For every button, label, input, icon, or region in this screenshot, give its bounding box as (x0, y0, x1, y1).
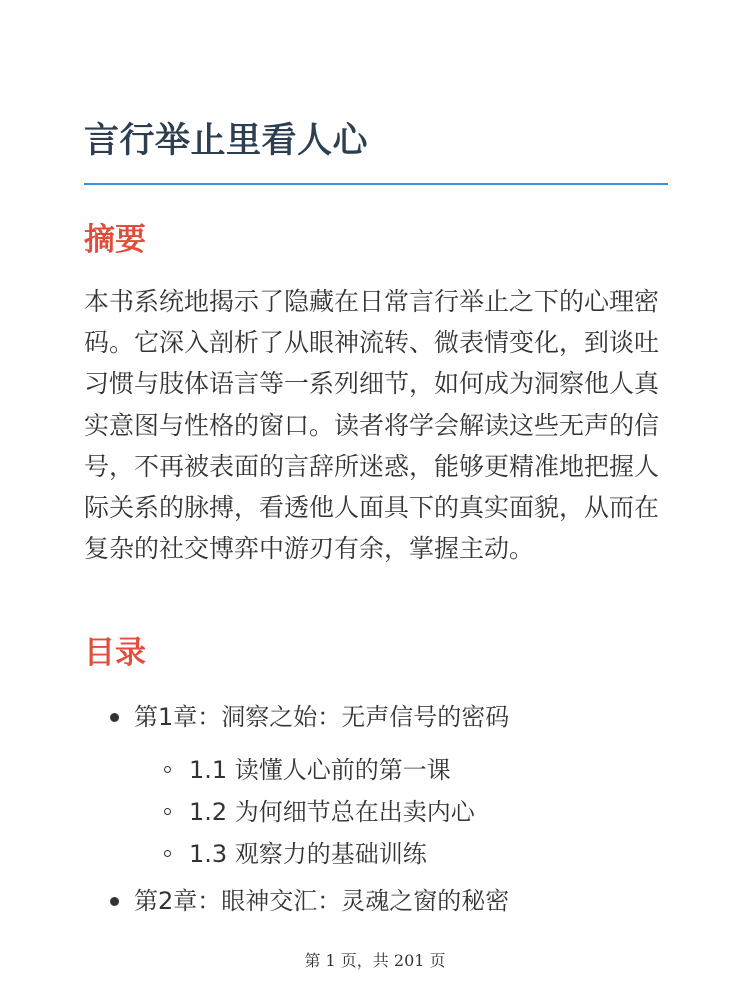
abstract-paragraph: 本书系统地揭示了隐藏在日常言行举止之下的心理密码。它深入剖析了从眼神流转、微表情变化，到谈吐习惯与肢体语言等一系列细节，如何成为洞察他人真实意图与性格的窗口。读者将学会解读这些无声的信号，不再被表面的言辞所迷惑，能够更精准地把握人际关系的脉搏，看透他人面具下的真实面貌，从而在复杂的社交博弈中游刃有余，掌握主动。 (84, 287, 660, 564)
page-number-footer: 第 1 页，共 201 页 (304, 951, 446, 970)
toc-chapter-label[interactable]: 第2章：眼神交汇：灵魂之窗的秘密 (134, 887, 510, 915)
document-title: 言行举止里看人心 (84, 121, 369, 161)
toc-chapter-2[interactable] (84, 881, 668, 921)
document-page (84, 0, 668, 1000)
toc-section-list (134, 749, 668, 875)
toc-heading: 目录 (84, 635, 146, 671)
toc-section-1-2[interactable]: 1.2 为何细节总在出卖内心 (134, 791, 668, 833)
toc-section-1-3[interactable]: 1.3 观察力的基础训练 (134, 833, 668, 875)
abstract-heading: 摘要 (84, 222, 146, 258)
toc-section-1-1[interactable]: 1.1 读懂人心前的第一课 (134, 749, 668, 791)
toc-chapter-label[interactable]: 第1章：洞察之始：无声信号的密码 (134, 703, 510, 731)
toc-chapter-1[interactable] (84, 697, 668, 875)
title-divider (84, 183, 668, 185)
table-of-contents (84, 697, 668, 921)
